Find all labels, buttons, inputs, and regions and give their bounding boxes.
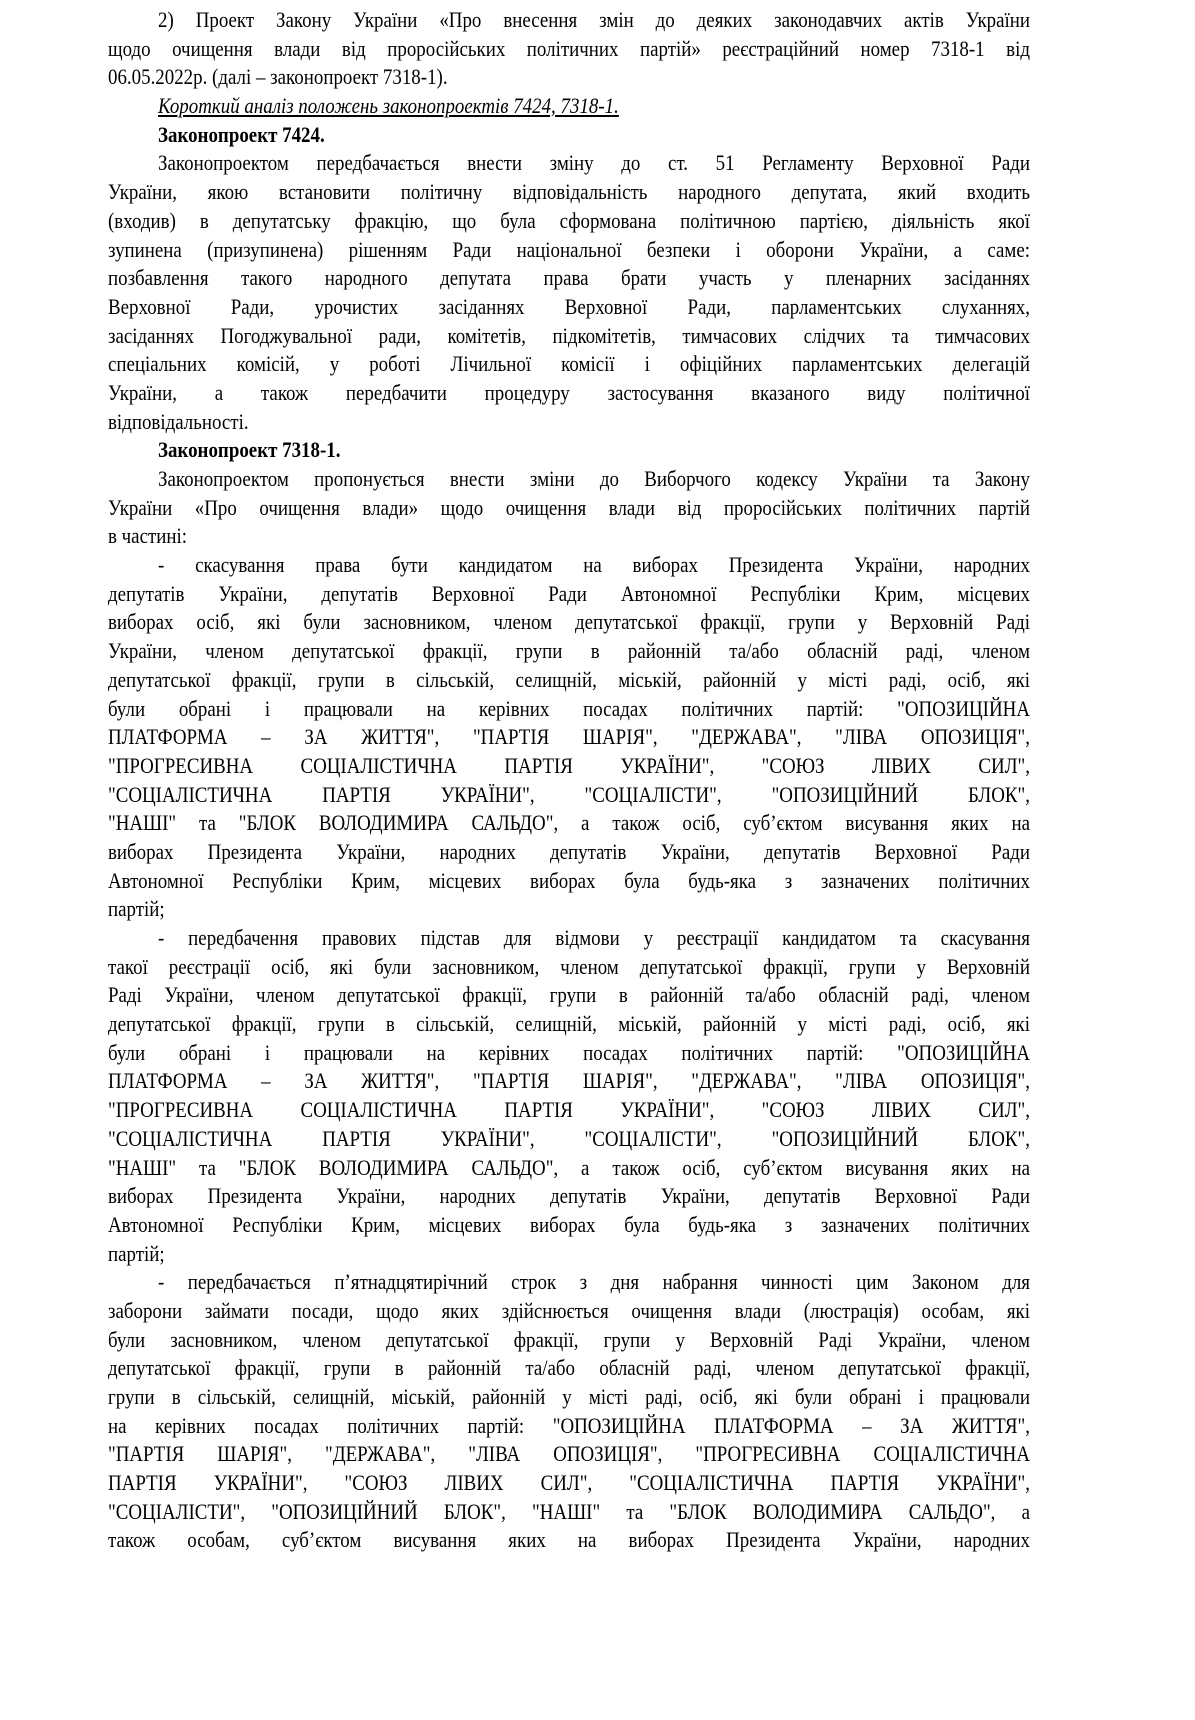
bill-7318-1-line <box>108 637 1030 666</box>
bill-7318-1-line-text: партій; <box>108 1240 165 1266</box>
bill-7318-1-line <box>108 1469 1030 1498</box>
bill-7318-1-line <box>108 924 1030 953</box>
bill-7318-1-line-text: ПЛАТФОРМА – ЗА ЖИТТЯ", "ПАРТІЯ ШАРІЯ", "ДЕРЖАВА", "ЛІВА ОПОЗИЦІЯ", <box>108 724 1030 750</box>
bill-7318-1-line-text: виборах Президента України, народних депутатів України, депутатів Верховної Ради <box>108 1183 1030 1209</box>
bill-7318-1-line-text: - передбачається п’ятнадцятирічний строк з дня набрання чинності цим Законом для <box>158 1269 1030 1295</box>
bill-7424-line <box>108 408 1030 437</box>
bill-7318-1-line-text: - скасування права бути кандидатом на виборах Президента України, народних <box>158 552 1030 578</box>
bill-7424-line <box>108 149 1030 178</box>
bill-7318-1-line <box>108 551 1030 580</box>
bill-7318-1-line-text: ПАРТІЯ УКРАЇНИ", "СОЮЗ ЛІВИХ СИЛ", "СОЦІАЛІСТИЧНА ПАРТІЯ УКРАЇНИ", <box>108 1470 1030 1496</box>
bill-7318-1-line-text: Законопроектом пропонується внести зміни до Виборчого кодексу України та Закону <box>158 466 1030 491</box>
bill-7318-1-line <box>108 895 1030 924</box>
bill-7318-1-line <box>108 608 1030 637</box>
bill-7318-1-line <box>108 1125 1030 1154</box>
bill-7318-1-line <box>108 1211 1030 1240</box>
bill-7318-1-line <box>108 838 1030 867</box>
bill-7318-1-line <box>108 1412 1030 1441</box>
intro-line-text: 06.05.2022р. (далі – законопроект 7318-1). <box>108 64 448 90</box>
bill-7318-1-heading-text: Законопроект 7318-1. <box>158 437 341 463</box>
bill-7424-line-text: (входив) в депутатську фракцію, що була сформована політичною партією, діяльність якої <box>108 207 1030 233</box>
bill-7318-1-line-text: "ПАРТІЯ ШАРІЯ", "ДЕРЖАВА", "ЛІВА ОПОЗИЦІЯ", "ПРОГРЕСИВНА СОЦІАЛІСТИЧНА <box>108 1441 1030 1467</box>
bill-7318-1-line-text: "ПРОГРЕСИВНА СОЦІАЛІСТИЧНА ПАРТІЯ УКРАЇНИ", "СОЮЗ ЛІВИХ СИЛ", <box>108 1097 1030 1123</box>
bill-7318-1-line <box>108 723 1030 752</box>
bill-7318-1-line-text: депутатської фракції, групи в сільській, селищній, міській, районній у місті раді, осіб, які <box>108 666 1030 692</box>
bill-7424-line <box>108 264 1030 293</box>
bill-7318-1-line <box>108 781 1030 810</box>
bill-7318-1-line <box>108 1096 1030 1125</box>
bill-7318-1-line <box>108 1154 1030 1183</box>
bill-7424-line <box>108 322 1030 351</box>
bill-7318-1-line <box>108 1326 1030 1355</box>
bill-7318-1-line-text: "НАШІ" та "БЛОК ВОЛОДИМИРА САЛЬДО", а також осіб, суб’єктом висування яких на <box>108 1154 1030 1180</box>
bill-7318-1-line <box>108 1067 1030 1096</box>
bill-7318-1-line <box>108 1182 1030 1211</box>
bill-7318-1-line-text: групи в сільській, селищній, міській, районній у місті раді, осіб, які були обрані і працювали <box>108 1384 1030 1409</box>
bill-7318-1-line <box>108 465 1030 494</box>
bill-7318-1-line <box>108 666 1030 695</box>
bill-7318-1-line-text: також особам, суб’єктом висування яких на виборах Президента України, народних <box>108 1527 1030 1553</box>
bill-7318-1-line <box>108 953 1030 982</box>
bill-7318-1-line <box>108 1297 1030 1326</box>
bill-7318-1-line <box>108 494 1030 523</box>
bill-7424-heading-text: Законопроект 7424. <box>158 121 325 147</box>
bill-7318-1-line <box>108 1039 1030 1068</box>
bill-7318-1-line <box>108 580 1030 609</box>
bill-7318-1-line-text: "СОЦІАЛІСТИ", "ОПОЗИЦІЙНИЙ БЛОК", "НАШІ" та "БЛОК ВОЛОДИМИРА САЛЬДО", а <box>108 1498 1030 1524</box>
bill-7318-1-line-text: такої реєстрації осіб, які були засновником, членом депутатської фракції, групи у Верховній <box>108 953 1030 979</box>
bill-7424-line <box>108 178 1030 207</box>
bill-7318-1-line-text: виборах осіб, які були засновником, членом депутатської фракції, групи у Верховній Раді <box>108 609 1030 635</box>
bill-7424-line-text: Верховної Ради, урочистих засіданнях Верховної Ради, парламентських слуханнях, <box>108 293 1030 319</box>
bill-7424-line <box>108 207 1030 236</box>
bill-7424-line-text: позбавлення такого народного депутата права брати участь у пленарних засіданнях <box>108 265 1030 291</box>
bill-7424-line <box>108 350 1030 379</box>
bill-7318-1-line <box>108 809 1030 838</box>
bill-7424-line-text: Законопроектом передбачається внести зміну до ст. 51 Регламенту Верховної Ради <box>158 150 1030 176</box>
bill-7318-1-line <box>108 1268 1030 1297</box>
document-page <box>108 6 1030 1555</box>
bill-7318-1-line-text: депутатів України, депутатів Верховної Ради Автономної Республіки Крим, місцевих <box>108 580 1030 606</box>
bill-7318-1-line-text: в частині: <box>108 523 188 549</box>
intro-line <box>108 35 1030 64</box>
bill-7318-1-line-text: "СОЦІАЛІСТИЧНА ПАРТІЯ УКРАЇНИ", "СОЦІАЛІСТИ", "ОПОЗИЦІЙНИЙ БЛОК", <box>108 1125 1030 1151</box>
intro-line <box>108 6 1030 35</box>
bill-7424-heading <box>108 121 1030 150</box>
bill-7424-line-text: України, а також передбачити процедуру застосування вказаного виду політичної <box>108 379 1030 405</box>
bill-7318-1-line-text: партій; <box>108 896 165 922</box>
bill-7424-line-text: України, якою встановити політичну відповідальність народного депутата, який входить <box>108 179 1030 205</box>
bill-7318-1-line-text: - передбачення правових підстав для відмови у реєстрації кандидатом та скасування <box>158 925 1030 950</box>
bill-7424-line-text: спеціальних комісій, у роботі Лічильної комісії і офіційних парламентських делегацій <box>108 351 1030 377</box>
bill-7318-1-line-text: депутатської фракції, групи в сільській, селищній, міській, районній у місті раді, осіб, які <box>108 1011 1030 1037</box>
intro-line <box>108 63 1030 92</box>
bill-7318-1-line-text: "НАШІ" та "БЛОК ВОЛОДИМИРА САЛЬДО", а також осіб, суб’єктом висування яких на <box>108 810 1030 836</box>
bill-7424-line <box>108 379 1030 408</box>
analysis-heading-text: Короткий аналіз положень законопроектів 7424, 7318-1. <box>158 93 619 119</box>
intro-line-text: 2) Проект Закону України «Про внесення змін до деяких законодавчих актів України <box>158 7 1030 32</box>
bill-7318-1-line <box>108 1498 1030 1527</box>
bill-7318-1-line-text: були обрані і працювали на керівних посадах політичних партій: "ОПОЗИЦІЙНА <box>108 1039 1030 1065</box>
analysis-heading <box>108 92 1030 121</box>
bill-7318-1-line <box>108 981 1030 1010</box>
bill-7318-1-line <box>108 1383 1030 1412</box>
bill-7318-1-line <box>108 1440 1030 1469</box>
bill-7318-1-line-text: України, членом депутатської фракції, групи в районній та/або обласній раді, членом <box>108 638 1030 664</box>
bill-7318-1-line <box>108 695 1030 724</box>
bill-7318-1-line <box>108 752 1030 781</box>
intro-line-text: щодо очищення влади від проросійських політичних партій» реєстраційний номер 7318-1 від <box>108 35 1030 61</box>
bill-7318-1-line-text: "СОЦІАЛІСТИЧНА ПАРТІЯ УКРАЇНИ", "СОЦІАЛІСТИ", "ОПОЗИЦІЙНИЙ БЛОК", <box>108 781 1030 807</box>
bill-7318-1-line-text: Автономної Республіки Крим, місцевих виборах була будь-яка з зазначених політичних <box>108 867 1030 893</box>
bill-7318-1-line-text: Раді України, членом депутатської фракції, групи в районній та/або обласній раді, членом <box>108 982 1030 1008</box>
bill-7318-1-line-text: на керівних посадах політичних партій: "ОПОЗИЦІЙНА ПЛАТФОРМА – ЗА ЖИТТЯ", <box>108 1412 1030 1438</box>
bill-7318-1-heading <box>108 436 1030 465</box>
bill-7318-1-line <box>108 1240 1030 1269</box>
bill-7318-1-line-text: виборах Президента України, народних депутатів України, депутатів Верховної Ради <box>108 838 1030 864</box>
bill-7318-1-line-text: заборони займати посади, щодо яких здійснюється очищення влади (люстрація) особам, які <box>108 1297 1030 1323</box>
bill-7318-1-line-text: "ПРОГРЕСИВНА СОЦІАЛІСТИЧНА ПАРТІЯ УКРАЇНИ", "СОЮЗ ЛІВИХ СИЛ", <box>108 752 1030 778</box>
bill-7424-line <box>108 293 1030 322</box>
bill-7424-line-text: зупинена (призупинена) рішенням Ради національної безпеки і оборони України, а саме: <box>108 236 1030 262</box>
bill-7318-1-line-text: були обрані і працювали на керівних посадах політичних партій: "ОПОЗИЦІЙНА <box>108 695 1030 721</box>
bill-7318-1-line-text: ПЛАТФОРМА – ЗА ЖИТТЯ", "ПАРТІЯ ШАРІЯ", "ДЕРЖАВА", "ЛІВА ОПОЗИЦІЯ", <box>108 1068 1030 1094</box>
bill-7318-1-line <box>108 1526 1030 1555</box>
bill-7318-1-line-text: депутатської фракції, групи в районній та/або обласній раді, членом депутатської фракції, <box>108 1355 1030 1381</box>
bill-7318-1-line-text: були засновником, членом депутатської фракції, групи у Верховній Раді України, членом <box>108 1326 1030 1352</box>
bill-7424-line-text: засіданнях Погоджувальної ради, комітетів, підкомітетів, тимчасових слідчих та тимчасових <box>108 322 1030 348</box>
bill-7318-1-line <box>108 1010 1030 1039</box>
bill-7318-1-line <box>108 1354 1030 1383</box>
bill-7318-1-line <box>108 867 1030 896</box>
bill-7424-line <box>108 236 1030 265</box>
bill-7424-line-text: відповідальності. <box>108 408 249 434</box>
bill-7318-1-line-text: Автономної Республіки Крим, місцевих виборах була будь-яка з зазначених політичних <box>108 1211 1030 1237</box>
bill-7318-1-line-text: України «Про очищення влади» щодо очищення влади від проросійських політичних партій <box>108 494 1030 520</box>
bill-7318-1-line <box>108 522 1030 551</box>
